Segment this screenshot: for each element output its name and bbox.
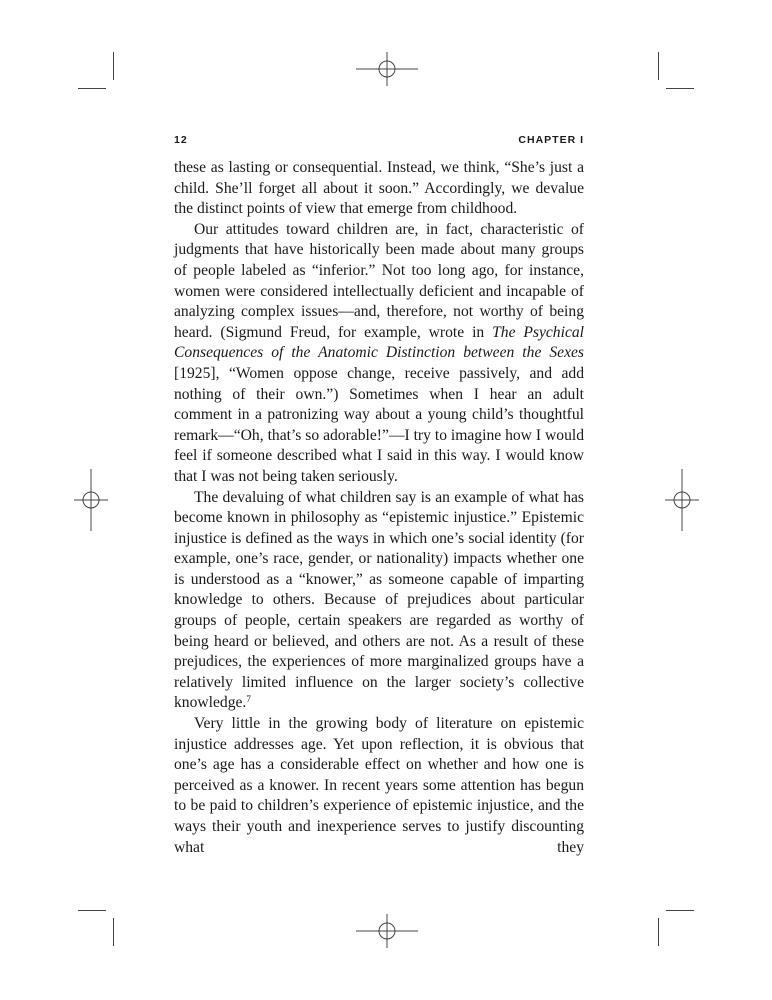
registration-mark-right-icon bbox=[665, 469, 699, 531]
paragraph-4-text: Very little in the growing body of literature on epistemic injustice addresses age. Yet upon reflection, it is obvious that one’s age has a considerable effect on whether and how one is perceived as a knower. In recent years some attention has begun to be paid to children’s experience of epistemic injustice, and the ways their youth and inexperience serves to justify discounting what they bbox=[174, 715, 584, 856]
paragraph-3-text: The devaluing of what children say is an example of what has become known in philosophy as “epistemic injustice.” Epistemic injustice is defined as the ways in which one’s social identity (for example, one’s race, gender, or nationality) impacts whether one is understood as a “knower,” as someone capable of imparting knowledge to others. Because of prejudices about particular groups of people, certain speakers are regarded as worthy of being heard or believed, and others are not. As a result of these prejudices, the experiences of more marginalized groups have a relatively limited influence on the larger society’s collective knowledge. bbox=[174, 488, 584, 712]
crop-mark-top-left-vertical bbox=[113, 52, 114, 80]
paragraph-4 bbox=[174, 714, 584, 858]
crop-mark-bottom-right-horizontal bbox=[666, 910, 694, 911]
crop-mark-bottom-left-vertical bbox=[113, 918, 114, 946]
paragraph-2 bbox=[174, 220, 584, 488]
running-header bbox=[174, 134, 584, 150]
crop-mark-bottom-right-vertical bbox=[658, 918, 659, 946]
page-number: 12 bbox=[174, 134, 188, 146]
chapter-label: CHAPTER I bbox=[518, 134, 584, 146]
paragraph-1 bbox=[174, 158, 584, 220]
registration-mark-left-icon bbox=[74, 469, 108, 531]
crop-mark-top-right-horizontal bbox=[666, 88, 694, 89]
crop-mark-top-right-vertical bbox=[658, 52, 659, 80]
paragraph-2-text-part-1: Our attitudes toward children are, in fact, characteristic of judgments that have historically been made about many groups of people labeled as “inferior.” Not too long ago, for instance, women were considered intellectually deficient and incapable of analyzing complex issues—and, therefore, not worthy of being heard. (Sigmund Freud, for example, wrote in bbox=[174, 220, 584, 341]
book-title: The Psychical Consequences of the Anatomic Distinction between the Sexes bbox=[174, 323, 584, 362]
footnote-reference[interactable]: 7 bbox=[246, 694, 251, 705]
paragraph-3 bbox=[174, 488, 584, 715]
registration-mark-top-icon bbox=[356, 52, 418, 86]
crop-mark-bottom-left-horizontal bbox=[78, 910, 106, 911]
paragraph-2-text-part-2: [1925], “Women oppose change, receive passively, and add nothing of their own.”) Sometimes when I hear an adult comment in a patronizing way about a young child’s thoughtful remark—“Oh, that’s so adorable!”—I try to imagine how I would feel if someone described what I said in this way. I would know that I was not being taken seriously. bbox=[174, 364, 584, 485]
crop-mark-top-left-horizontal bbox=[78, 88, 106, 89]
paragraph-1-text: these as lasting or consequential. Instead, we think, “She’s just a child. She’ll forget all about it soon.” Accordingly, we devalue the distinct points of view that emerge from childhood. bbox=[174, 159, 584, 218]
body-text bbox=[174, 158, 584, 858]
registration-mark-bottom-icon bbox=[356, 914, 418, 948]
